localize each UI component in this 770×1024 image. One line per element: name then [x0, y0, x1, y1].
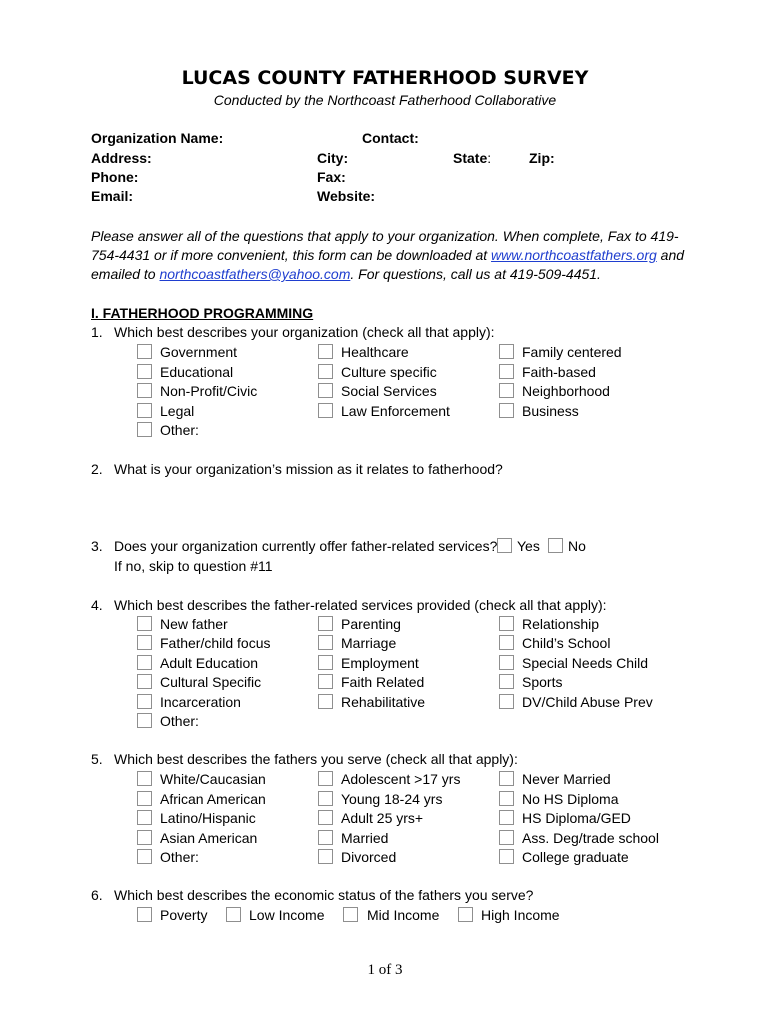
q5-number: 5. [91, 751, 103, 767]
q4-text: Which best describes the father-related services provided (check all that apply): [114, 597, 607, 613]
q3-text: Does your organization currently offer father-related services? [114, 538, 498, 554]
page-number: 1 of 3 [367, 962, 403, 978]
checkbox[interactable] [137, 810, 152, 825]
contact-label: Contact: [362, 130, 419, 146]
option-label: No HS Diploma [522, 790, 619, 807]
option-label: Young 18-24 yrs [341, 790, 443, 807]
checkbox[interactable] [499, 771, 514, 786]
checkbox[interactable] [318, 771, 333, 786]
checkbox[interactable] [458, 907, 473, 922]
q2-text: What is your organization’s mission as it relates to fatherhood? [114, 461, 503, 477]
option-label: College graduate [522, 849, 629, 865]
checkbox[interactable] [318, 635, 333, 650]
checkbox[interactable] [499, 810, 514, 825]
q5-text: Which best describes the fathers you serve (check all that apply): [114, 751, 518, 767]
q4-number: 4. [91, 597, 103, 613]
instructions-text: and [656, 247, 685, 263]
checkbox[interactable] [137, 616, 152, 631]
checkbox[interactable] [318, 364, 333, 379]
instructions-line-1: Please answer all of the questions that apply to your organization. When complete, Fax to 419- [91, 228, 679, 244]
checkbox[interactable] [137, 403, 152, 418]
checkbox[interactable] [499, 616, 514, 631]
checkbox[interactable] [318, 791, 333, 806]
checkbox[interactable] [318, 810, 333, 825]
option-label: Other: [160, 849, 199, 865]
checkbox[interactable] [137, 713, 152, 728]
option-label: Incarceration [160, 693, 241, 710]
zip-label: Zip: [529, 150, 555, 166]
option-label: Ass. Deg/trade school [522, 829, 659, 846]
option-label: Special Needs Child [522, 654, 649, 671]
option-label: Faith Related [341, 674, 425, 691]
checkbox[interactable] [499, 344, 514, 359]
checkbox[interactable] [548, 538, 563, 553]
option-label: HS Diploma/GED [522, 810, 631, 826]
option-label: White/Caucasian [160, 771, 266, 787]
checkbox[interactable] [137, 364, 152, 379]
checkbox[interactable] [343, 907, 358, 922]
option-label: Other: [160, 422, 199, 438]
checkbox[interactable] [137, 849, 152, 864]
option-label: Adolescent >17 yrs [341, 771, 461, 787]
state-field [453, 150, 491, 166]
option-label: Educational [160, 363, 234, 380]
checkbox[interactable] [318, 383, 333, 398]
option-label: Asian American [160, 829, 258, 846]
city-label: City: [317, 150, 349, 166]
option-label: Legal [160, 402, 195, 419]
option-label: Mid Income [367, 907, 440, 923]
checkbox[interactable] [137, 791, 152, 806]
checkbox[interactable] [499, 655, 514, 670]
state-label: State [453, 150, 488, 166]
checkbox[interactable] [499, 403, 514, 418]
q2-number: 2. [91, 461, 103, 477]
option-label: Social Services [341, 383, 437, 399]
instructions-text: 754-4431 or if more convenient, this form can be downloaded at [91, 247, 492, 263]
state-colon: : [487, 150, 492, 166]
organization-name-label: Organization Name: [91, 130, 224, 146]
checkbox[interactable] [137, 422, 152, 437]
option-label: Parenting [341, 616, 401, 632]
q1-number: 1. [91, 324, 103, 340]
checkbox[interactable] [318, 674, 333, 689]
checkbox[interactable] [497, 538, 512, 553]
option-label: Healthcare [341, 344, 409, 360]
option-label: Adult 25 yrs+ [341, 810, 424, 826]
option-label: Non-Profit/Civic [160, 383, 258, 399]
phone-label: Phone: [91, 169, 139, 185]
option-label: Family centered [522, 344, 622, 360]
checkbox[interactable] [499, 635, 514, 650]
option-label: Culture specific [341, 363, 437, 380]
checkbox[interactable] [499, 364, 514, 379]
option-label: Sports [522, 674, 563, 691]
email-label: Email: [91, 188, 134, 204]
option-label: Father/child focus [160, 635, 271, 652]
option-label: African American [160, 790, 266, 807]
checkbox[interactable] [318, 403, 333, 418]
option-label: Never Married [522, 771, 611, 787]
option-label: DV/Child Abuse Prev [522, 693, 653, 710]
email-link[interactable]: northcoastfathers@yahoo.com [159, 266, 351, 282]
option-label: New father [160, 616, 228, 632]
option-label: Employment [341, 654, 419, 671]
option-label: Government [160, 344, 238, 360]
q1-text: Which best describes your organization (check all that apply): [114, 324, 495, 340]
option-label: No [568, 538, 586, 554]
checkbox[interactable] [499, 849, 514, 864]
option-label: Low Income [249, 907, 325, 923]
section-heading: I. FATHERHOOD PROGRAMMING [91, 305, 314, 321]
option-label: Rehabilitative [341, 693, 426, 710]
option-label: High Income [481, 907, 560, 923]
option-label: Divorced [341, 849, 397, 865]
instructions-text: emailed to [91, 266, 160, 282]
checkbox[interactable] [499, 791, 514, 806]
checkbox[interactable] [318, 849, 333, 864]
website-label: Website: [317, 188, 376, 204]
option-label: Adult Education [160, 654, 259, 671]
page-title: LUCAS COUNTY FATHERHOOD SURVEY [181, 67, 589, 89]
q6-number: 6. [91, 887, 103, 903]
checkbox[interactable] [137, 344, 152, 359]
checkbox[interactable] [318, 655, 333, 670]
q3-note: If no, skip to question #11 [114, 558, 273, 574]
option-label: Neighborhood [522, 383, 610, 399]
option-label: Poverty [160, 907, 208, 923]
checkbox[interactable] [499, 830, 514, 845]
option-label: Cultural Specific [160, 674, 262, 691]
option-label: Marriage [341, 635, 397, 652]
checkbox[interactable] [318, 616, 333, 631]
option-label: Faith-based [522, 363, 596, 380]
checkbox[interactable] [137, 383, 152, 398]
checkbox[interactable] [499, 383, 514, 398]
option-label: Law Enforcement [341, 402, 450, 419]
checkbox[interactable] [318, 694, 333, 709]
website-link[interactable]: www.northcoastfathers.org [491, 247, 657, 263]
instructions-line-3 [91, 266, 601, 282]
instructions-text: . For questions, call us at 419-509-4451. [350, 266, 601, 282]
checkbox[interactable] [137, 635, 152, 650]
option-label: Relationship [522, 616, 600, 632]
option-label: Yes [517, 538, 540, 554]
option-label: Child’s School [522, 635, 611, 652]
checkbox[interactable] [499, 674, 514, 689]
page-subtitle: Conducted by the Northcoast Fatherhood Collaborative [213, 92, 557, 108]
checkbox[interactable] [318, 344, 333, 359]
address-label: Address: [91, 150, 152, 166]
checkbox[interactable] [499, 694, 514, 709]
option-label: Other: [160, 713, 199, 729]
checkbox[interactable] [137, 674, 152, 689]
checkbox[interactable] [137, 771, 152, 786]
checkbox[interactable] [137, 907, 152, 922]
q3-number: 3. [91, 538, 103, 554]
option-label: Business [522, 402, 579, 419]
option-label: Married [341, 829, 389, 846]
checkbox[interactable] [137, 655, 152, 670]
q6-text: Which best describes the economic status of the fathers you serve? [114, 887, 534, 903]
checkbox[interactable] [137, 694, 152, 709]
checkbox[interactable] [226, 907, 241, 922]
option-label: Latino/Hispanic [160, 810, 256, 826]
fax-label: Fax: [317, 169, 346, 185]
instructions-line-2 [91, 247, 684, 263]
checkbox[interactable] [318, 830, 333, 845]
checkbox[interactable] [137, 830, 152, 845]
